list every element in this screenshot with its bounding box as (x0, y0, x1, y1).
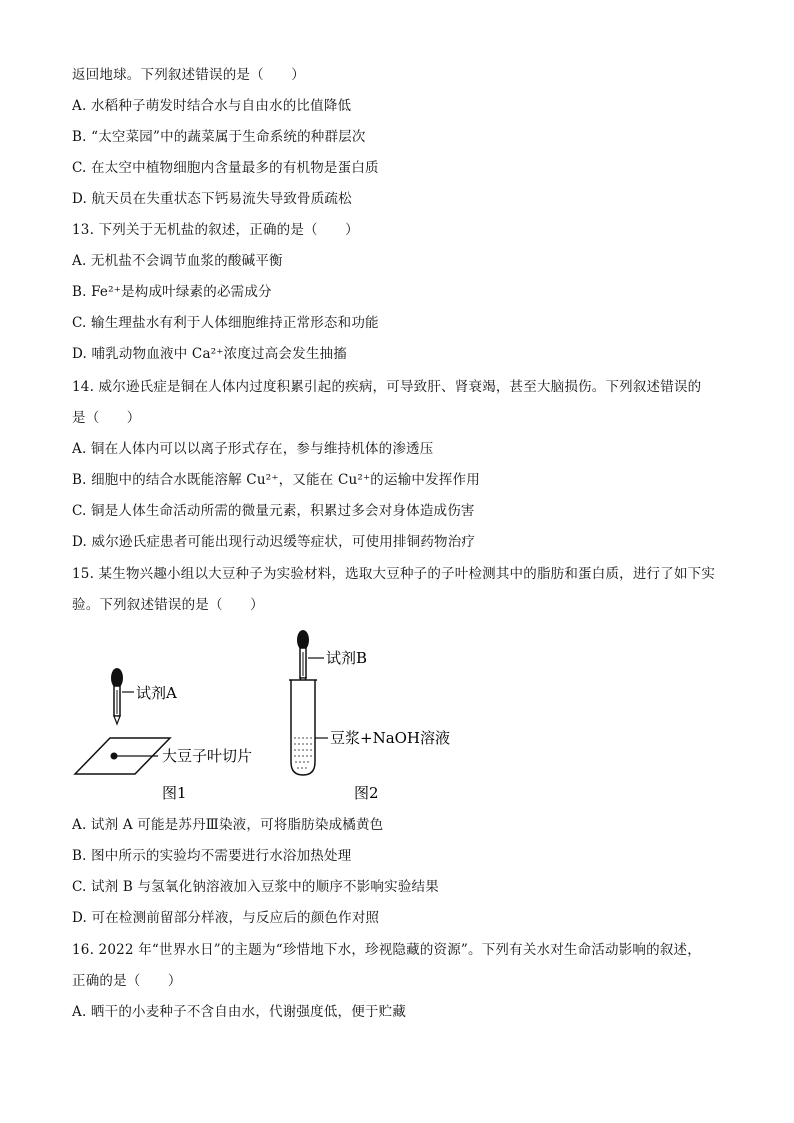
figure-2-caption: 图2 (354, 784, 379, 802)
text-line: 返回地球。下列叙述错误的是（ ） (72, 67, 305, 83)
solution-label: 豆浆+NaOH溶液 (330, 729, 451, 747)
dropper-icon (297, 630, 309, 686)
reagent-a-label: 试剂A (136, 684, 177, 702)
dropper-icon (111, 668, 123, 724)
option-c: C. 输生理盐水有利于人体细胞维持正常形态和功能 (72, 315, 379, 331)
question-15-cont: 验。下列叙述错误的是（ ） (72, 597, 264, 613)
option-d: D. 可在检测前留部分样液，与反应后的颜色作对照 (72, 910, 380, 926)
question-13: 13. 下列关于无机盐的叙述，正确的是（ ） (72, 222, 359, 238)
question-16: 16. 2022 年“世界水日”的主题为“珍惜地下水，珍视隐藏的资源”。下列有关水对生命活动影响的叙述， (72, 942, 701, 958)
question-16-cont: 正确的是（ ） (72, 973, 182, 989)
slice-label: 大豆子叶切片 (162, 747, 253, 765)
option-b: B. Fe²⁺是构成叶绿素的必需成分 (72, 284, 272, 300)
option-c: C. 在太空中植物细胞内含量最多的有机物是蛋白质 (72, 160, 379, 176)
option-a: A. 晒干的小麦种子不含自由水，代谢强度低，便于贮藏 (72, 1004, 407, 1020)
reagent-b-label: 试剂B (326, 649, 368, 667)
option-d: D. 哺乳动物血液中 Ca²⁺浓度过高会发生抽搐 (72, 346, 347, 362)
option-b: B. “太空菜园”中的蔬菜属于生命系统的种群层次 (72, 129, 366, 145)
question-14-cont: 是（ ） (72, 410, 141, 426)
option-b: B. 图中所示的实验均不需要进行水浴加热处理 (72, 848, 352, 864)
option-a: A. 试剂 A 可能是苏丹Ⅲ染液，可将脂肪染成橘黄色 (72, 817, 384, 833)
option-a: A. 无机盐不会调节血浆的酸碱平衡 (72, 253, 283, 269)
question-14: 14. 威尔逊氏症是铜在人体内过度积累引起的疾病，可导致肝、肾衰竭，甚至大脑损伤。下列叙述错误的 (72, 379, 702, 395)
experiment-figure (70, 628, 490, 808)
option-c: C. 试剂 B 与氢氧化钠溶液加入豆浆中的顺序不影响实验结果 (72, 879, 439, 895)
option-a: A. 水稻种子萌发时结合水与自由水的比值降低 (72, 98, 352, 114)
option-d: D. 威尔逊氏症患者可能出现行动迟缓等症状，可使用排铜药物治疗 (72, 534, 476, 550)
test-tube-icon (289, 680, 317, 775)
figure-1-caption: 图1 (162, 784, 187, 802)
option-a: A. 铜在人体内可以以离子形式存在，参与维持机体的渗透压 (72, 441, 434, 457)
option-b: B. 细胞中的结合水既能溶解 Cu²⁺，又能在 Cu²⁺的运输中发挥作用 (72, 472, 480, 488)
question-15: 15. 某生物兴趣小组以大豆种子为实验材料，选取大豆种子的子叶检测其中的脂肪和蛋白质，进行了如下实 (72, 566, 716, 582)
option-d: D. 航天员在失重状态下钙易流失导致骨质疏松 (72, 191, 352, 207)
option-c: C. 铜是人体生命活动所需的微量元素，积累过多会对身体造成伤害 (72, 503, 475, 519)
